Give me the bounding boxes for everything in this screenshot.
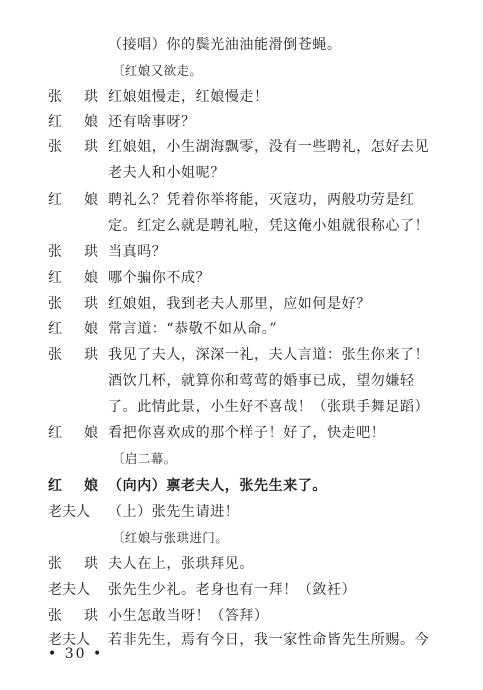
- speaker-name: 老夫人: [48, 632, 90, 648]
- speaker-name: 红 娘: [48, 192, 102, 208]
- page-number: • 30 •: [48, 646, 104, 662]
- dialogue-line: [0, 343, 483, 367]
- dialogue-line: [0, 552, 483, 576]
- dialogue-line: [0, 578, 483, 602]
- stage-direction-text: 〔红娘与张珙进门。: [112, 530, 229, 545]
- dialogue-text: （上）张先生请进！: [108, 504, 240, 520]
- stage-direction-text: 〔启二幕。: [112, 451, 177, 466]
- dialogue-text: 酒饮几杯，就算你和莺莺的婚事已成，望勿嫌轻: [108, 373, 415, 389]
- dialogue-line: [0, 369, 483, 393]
- speaker-name: 红 娘: [48, 425, 102, 441]
- speaker-name: 张 珙: [48, 244, 102, 260]
- dialogue-text: 张先生少礼。老身也有一拜！（敛衽）: [108, 582, 357, 598]
- dialogue-text: 哪个骗你不成？: [108, 270, 211, 286]
- dialogue-line: [0, 474, 483, 498]
- stage-direction: [0, 59, 483, 83]
- stage-direction: [0, 526, 483, 550]
- dialogue-line: [0, 292, 483, 316]
- dialogue-line: [0, 604, 483, 628]
- dialogue-text: 还有啥事呀？: [108, 114, 196, 130]
- dialogue-line: [0, 266, 483, 290]
- dialogue-text: （接唱）你的鬓光油油能滑倒苍蝇。: [108, 37, 342, 53]
- dialogue-line: [0, 421, 483, 445]
- speaker-name: 张 珙: [48, 347, 102, 363]
- speaker-name: 红 娘: [48, 114, 102, 130]
- dialogue-text: 小生怎敢当呀！（答拜）: [108, 608, 269, 624]
- speaker-name: 红 娘: [48, 270, 102, 286]
- speaker-name: 张 珙: [48, 89, 102, 105]
- dialogue-text: 我见了夫人，深深一礼，夫人言道：张生你来了！: [108, 347, 430, 363]
- dialogue-line: [0, 135, 483, 159]
- stage-direction: [0, 447, 483, 471]
- speaker-name: 老夫人: [48, 582, 90, 598]
- stage-direction-text: 〔红娘又欲走。: [112, 63, 203, 78]
- speaker-name: 张 珙: [48, 139, 102, 155]
- dialogue-text: 了。此情此景，小生好不喜哉！（张珙手舞足蹈）: [108, 399, 430, 415]
- speaker-name: 张 珙: [48, 296, 102, 312]
- dialogue-line: [0, 317, 483, 341]
- dialogue-text: 定。红定么就是聘礼啦，凭这俺小姐就很称心了！: [108, 218, 430, 234]
- dialogue-line: [0, 85, 483, 109]
- speaker-name: 红 娘: [48, 321, 102, 337]
- speaker-name: 老夫人: [48, 504, 90, 520]
- dialogue-line: [0, 161, 483, 185]
- dialogue-line: [0, 214, 483, 238]
- dialogue-line: [0, 110, 483, 134]
- dialogue-text: （向内）禀老夫人，张先生来了。: [108, 478, 327, 494]
- dialogue-text: 红娘姐，小生湖海飘零，没有一些聘礼，怎好去见: [108, 139, 430, 155]
- dialogue-text: 红娘姐慢走，红娘慢走！: [108, 89, 269, 105]
- dialogue-text: 当真吗？: [108, 244, 167, 260]
- dialogue-line: [0, 33, 483, 57]
- dialogue-text: 聘礼么？凭着你举将能，灭寇功，两般功劳是红: [108, 192, 415, 208]
- dialogue-text: 若非先生，焉有今日，我一家性命皆先生所赐。今: [108, 632, 430, 648]
- dialogue-line: [0, 395, 483, 419]
- dialogue-line: [0, 500, 483, 524]
- speaker-name: 红 娘: [48, 478, 102, 494]
- dialogue-text: 老夫人和小姐呢？: [108, 165, 225, 181]
- dialogue-text: 夫人在上，张珙拜见。: [108, 556, 254, 572]
- speaker-name: 张 珙: [48, 556, 102, 572]
- dialogue-line: [0, 188, 483, 212]
- dialogue-text: 常言道：“恭敬不如从命。”: [108, 321, 278, 337]
- speaker-name: 张 珙: [48, 608, 102, 624]
- dialogue-text: 红娘姐，我到老夫人那里，应如何是好？: [108, 296, 371, 312]
- dialogue-text: 看把你喜欢成的那个样子！好了，快走吧！: [108, 425, 386, 441]
- dialogue-line: [0, 240, 483, 264]
